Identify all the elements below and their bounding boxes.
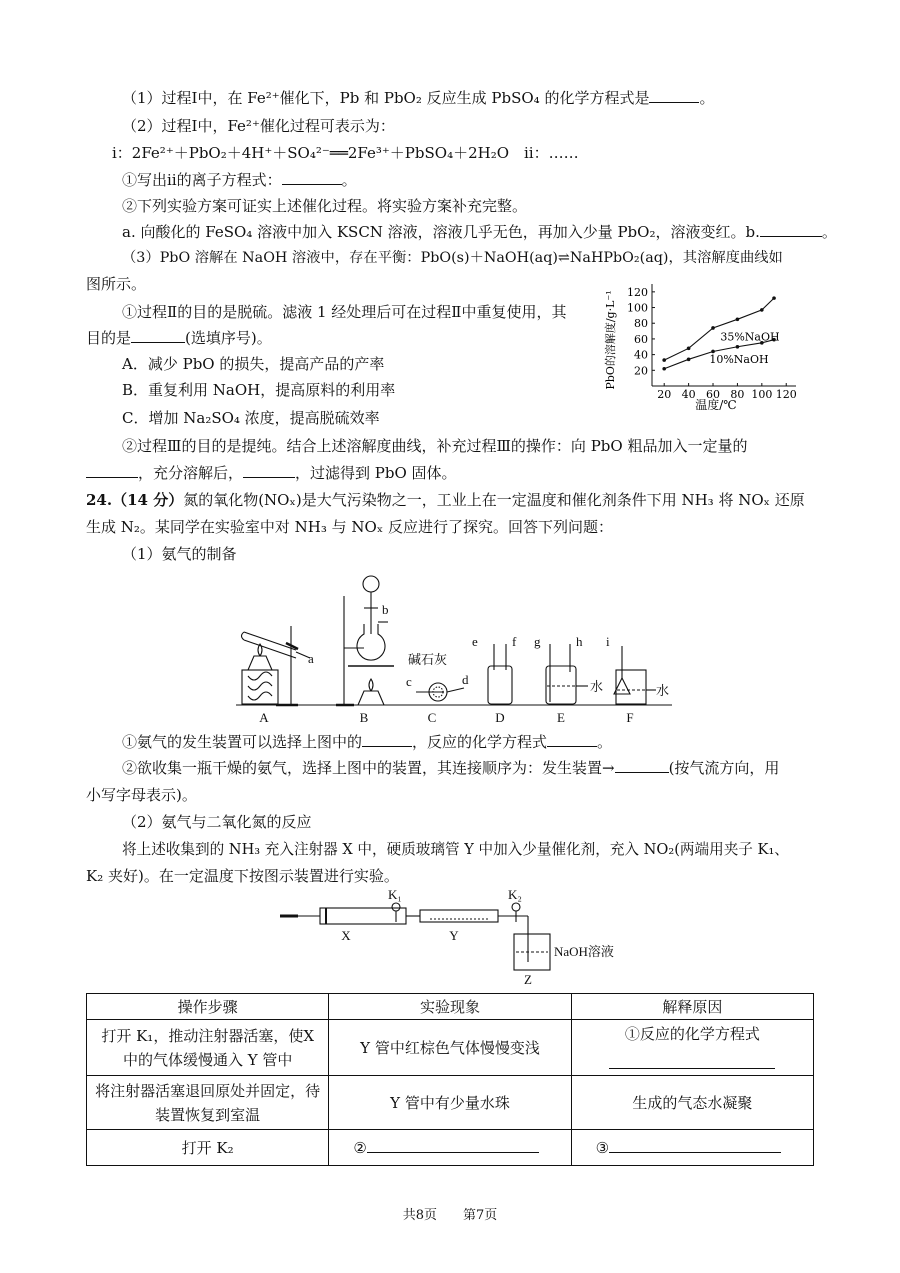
port-i: i <box>606 634 610 649</box>
q23-part3-a: ①过程Ⅱ的目的是脱硫。滤液 1 经处理后可在过程Ⅱ中重复使用，其 <box>122 303 567 321</box>
y-tick-label: 40 <box>634 348 648 362</box>
option-c: C．增加 Na₂SO₄ 浓度，提高脱硫效率 <box>122 409 380 427</box>
table-header-row <box>87 994 814 1020</box>
series-label-10-naoh: 10%NaOH <box>709 353 769 367</box>
apparatus-b <box>336 576 394 705</box>
answer-blank[interactable] <box>243 463 295 478</box>
flame-icon <box>369 679 373 691</box>
y-tick-label: 20 <box>634 364 648 378</box>
data-point <box>711 326 715 330</box>
series-label-35-naoh: 35%NaOH <box>720 330 780 344</box>
test-tube-end <box>242 632 245 640</box>
q23-part2-a-text: ①写出ⅱ的离子方程式： <box>122 171 282 189</box>
q23-part2-c-end: 。 <box>821 223 837 241</box>
separatory-funnel-bulb <box>363 576 379 592</box>
q24-intro-text: 氮的氧化物(NOₓ)是大气污染物之一，工业上在一定温度和催化剂条件下用 NH₃ 将 NOₓ 还原 <box>183 491 805 509</box>
label-a: A <box>259 710 269 725</box>
q23-part3-cont: 图所示。 <box>86 275 147 293</box>
x-tick-label: 100 <box>751 388 773 401</box>
table-cell: Y 管中红棕色气体慢慢变浅 <box>329 1020 571 1076</box>
clamp-k1 <box>392 903 400 922</box>
heating-block <box>242 670 278 704</box>
x-tick-label: 40 <box>681 388 696 401</box>
apparatus-d <box>488 644 512 704</box>
q24-section2: （2）氨气与二氧化氮的反应 <box>122 813 312 831</box>
answer-blank[interactable] <box>649 88 699 103</box>
q23-part3: （3）PbO 溶解在 NaOH 溶液中，存在平衡：PbO(s)＋NaOH(aq)⇌NaHPbO₂(aq)，其溶解度曲线如 <box>122 250 783 266</box>
experiment-table <box>86 993 814 1166</box>
x-tick-label: 60 <box>706 388 721 401</box>
cell-marker: ③ <box>595 1139 610 1157</box>
clamp-k2 <box>512 903 520 922</box>
table-cell-answer <box>571 1130 813 1166</box>
q24-s2-p2: K₂ 夹好)。在一定温度下按图示装置进行实验。 <box>86 867 399 885</box>
option-a: A．减少 PbO 的损失，提高产品的产率 <box>122 355 385 373</box>
answer-blank[interactable] <box>86 463 138 478</box>
reaction-setup-diagram <box>280 886 626 986</box>
beaker-z <box>514 916 550 970</box>
port-a: a <box>308 651 314 666</box>
option-b: B．重复利用 NaOH，提高原料的利用率 <box>122 381 396 399</box>
data-point <box>687 347 691 351</box>
answer-blank[interactable] <box>547 732 597 747</box>
table-cell-answer <box>329 1130 571 1166</box>
q23-part2-c-text: a. 向酸化的 FeSO₄ 溶液中加入 KSCN 溶液，溶液几乎无色，再加入少量 PbO₂，溶液变红。b. <box>122 223 760 241</box>
q23-part3-a2 <box>86 328 272 348</box>
port-c: c <box>406 674 412 689</box>
gas-bottle <box>488 666 512 704</box>
answer-blank[interactable] <box>362 732 412 747</box>
alcohol-lamp <box>358 691 384 705</box>
label-k1: K₁ <box>388 887 402 902</box>
table-header: 实验现象 <box>329 994 571 1020</box>
table-cell: 打开 K₁，推动注射器活塞，使X 中的气体缓慢通入 Y 管中 <box>87 1020 329 1076</box>
table-row <box>87 1020 814 1076</box>
test-tube-top <box>244 632 296 650</box>
label-b: B <box>359 710 369 725</box>
y-tick-label: 80 <box>634 317 648 331</box>
apparatus-c <box>416 683 464 701</box>
page-footer: 共8页 第7页 <box>402 1208 498 1223</box>
label-z: Z <box>524 972 532 986</box>
port-f: f <box>512 634 517 649</box>
table-cell: 将注射器活塞退回原处并固定，待装置恢复到室温 <box>87 1076 329 1130</box>
q24-s1-b-text: ②欲收集一瓶干燥的氨气，选择上图中的装置，其连接顺序为：发生装置→ <box>122 759 615 777</box>
solubility-chart <box>600 278 810 410</box>
table-cell-answer <box>571 1020 813 1076</box>
q24-s2-p: 将上述收集到的 NH₃ 充入注射器 X 中，硬质玻璃管 Y 中加入少量催化剂，充入 NO₂(两端用夹子 K₁、 <box>122 841 789 858</box>
q23-part3-b2-end: ，过滤得到 PbO 固体。 <box>295 464 457 482</box>
apparatus-e <box>546 644 588 704</box>
cell-marker: ② <box>353 1139 367 1157</box>
table-header: 操作步骤 <box>87 994 329 1020</box>
data-point <box>662 367 666 371</box>
clamp-k2-icon <box>512 903 520 911</box>
label-x: X <box>341 928 351 943</box>
q23-part3-b2-mid: ，充分溶解后， <box>138 464 244 482</box>
test-tube-bottom <box>244 640 296 658</box>
glass-tube-y <box>420 910 528 922</box>
q23-part2-a-end: 。 <box>341 171 357 189</box>
label-f: F <box>626 710 634 725</box>
data-point <box>760 308 764 312</box>
q24-s1-b-end: (按气流方向，用 <box>668 759 780 777</box>
soda-lime-label: 碱石灰 <box>408 652 448 667</box>
q23-part3-b2 <box>86 463 457 483</box>
port-b: b <box>382 602 389 617</box>
q24-s1-a <box>122 732 612 752</box>
answer-blank[interactable] <box>609 1054 775 1069</box>
answer-blank[interactable] <box>367 1138 539 1153</box>
water-label-e: 水 <box>590 679 604 694</box>
apparatus-diagram <box>236 566 672 726</box>
q24-s1-a-mid: ，反应的化学方程式 <box>412 733 548 751</box>
chart-y-label: PbO的溶解度/g·L⁻¹ <box>604 290 617 390</box>
x-tick-label: 80 <box>730 388 745 401</box>
q24-s1-b2: 小写字母表示)。 <box>86 786 197 804</box>
answer-blank[interactable] <box>282 170 342 185</box>
label-e: E <box>557 710 565 725</box>
q24-s1-a-text: ①氨气的发生装置可以选择上图中的 <box>122 733 363 751</box>
apparatus-a <box>242 626 311 705</box>
q23-part2-b: ②下列实验方案可证实上述催化过程。将实验方案补充完整。 <box>122 197 528 215</box>
q23-part1 <box>122 88 714 108</box>
label-k2: K₂ <box>508 887 522 902</box>
data-point <box>772 296 776 300</box>
q23-part2-c <box>122 222 837 242</box>
answer-blank[interactable] <box>609 1138 781 1153</box>
drying-tube-outlet <box>447 688 464 692</box>
clamp-k1-icon <box>392 903 400 911</box>
q23-part1-end: 。 <box>699 89 715 107</box>
y-tick-label: 60 <box>634 332 648 346</box>
q23-part3-b: ②过程Ⅲ的目的是提纯。结合上述溶解度曲线，补充过程Ⅲ的操作：向 PbO 粗品加入一定量的 <box>122 437 748 455</box>
table-cell: Y 管中有少量水珠 <box>329 1076 571 1130</box>
y-tick-label: 100 <box>627 301 648 315</box>
q24-intro2: 生成 N₂。某同学在实验室中对 NH₃ 与 NOₓ 反应进行了探究。回答下列问题： <box>86 518 613 536</box>
data-point <box>736 318 740 322</box>
label-naoh: NaOH溶液 <box>554 944 614 959</box>
chart-x-label: 温度/℃ <box>695 398 737 410</box>
q24-section1: （1）氨气的制备 <box>122 545 237 563</box>
port-g: g <box>534 634 541 649</box>
q23-part3-a2-end: (选填序号)。 <box>185 329 272 347</box>
q23-part3-a2-text: 目的是 <box>86 329 132 347</box>
alcohol-lamp <box>248 656 272 670</box>
q23-part2-a <box>122 170 357 190</box>
port-d: d <box>462 672 469 687</box>
label-c: C <box>427 710 437 725</box>
beaker <box>616 670 646 704</box>
q24-intro <box>86 490 805 510</box>
q23-part2-equation: ⅰ：2Fe²⁺＋PbO₂＋4H⁺＋SO₄²⁻══2Fe³⁺＋PbSO₄＋2H₂O ⅱ：…… <box>112 144 579 162</box>
data-point <box>687 358 691 362</box>
port-h: h <box>576 634 583 649</box>
q24-s1-b <box>122 758 779 778</box>
water-label-f: 水 <box>656 683 670 698</box>
label-d: D <box>495 710 505 725</box>
table-row <box>87 1130 814 1166</box>
table-cell: 生成的气态水凝聚 <box>571 1076 813 1130</box>
x-tick-label: 20 <box>657 388 672 401</box>
glass-tube <box>420 910 498 922</box>
q23-part1-text: （1）过程Ⅰ中，在 Fe²⁺催化下，Pb 和 PbO₂ 反应生成 PbSO₄ 的化学方程式是 <box>122 89 650 107</box>
answer-blank[interactable] <box>615 758 669 773</box>
table-cell: 打开 K₂ <box>87 1130 329 1166</box>
q23-part2: （2）过程Ⅰ中，Fe²⁺催化过程可表示为： <box>122 117 395 135</box>
table-header: 解释原因 <box>571 994 813 1020</box>
answer-blank[interactable] <box>760 222 822 237</box>
q24-number: 24.（14 分） <box>86 491 184 509</box>
cell-text: ①反应的化学方程式 <box>624 1024 760 1043</box>
apparatus-f <box>614 646 656 704</box>
x-tick-label: 120 <box>775 388 797 401</box>
q24-s1-a-end: 。 <box>597 733 613 751</box>
wood-grain <box>248 672 272 700</box>
port-e: e <box>472 634 478 649</box>
answer-blank[interactable] <box>131 328 185 343</box>
data-point <box>662 358 666 362</box>
y-tick-label: 120 <box>627 285 648 299</box>
data-point <box>736 345 740 349</box>
label-y: Y <box>449 928 459 943</box>
table-row <box>87 1076 814 1130</box>
